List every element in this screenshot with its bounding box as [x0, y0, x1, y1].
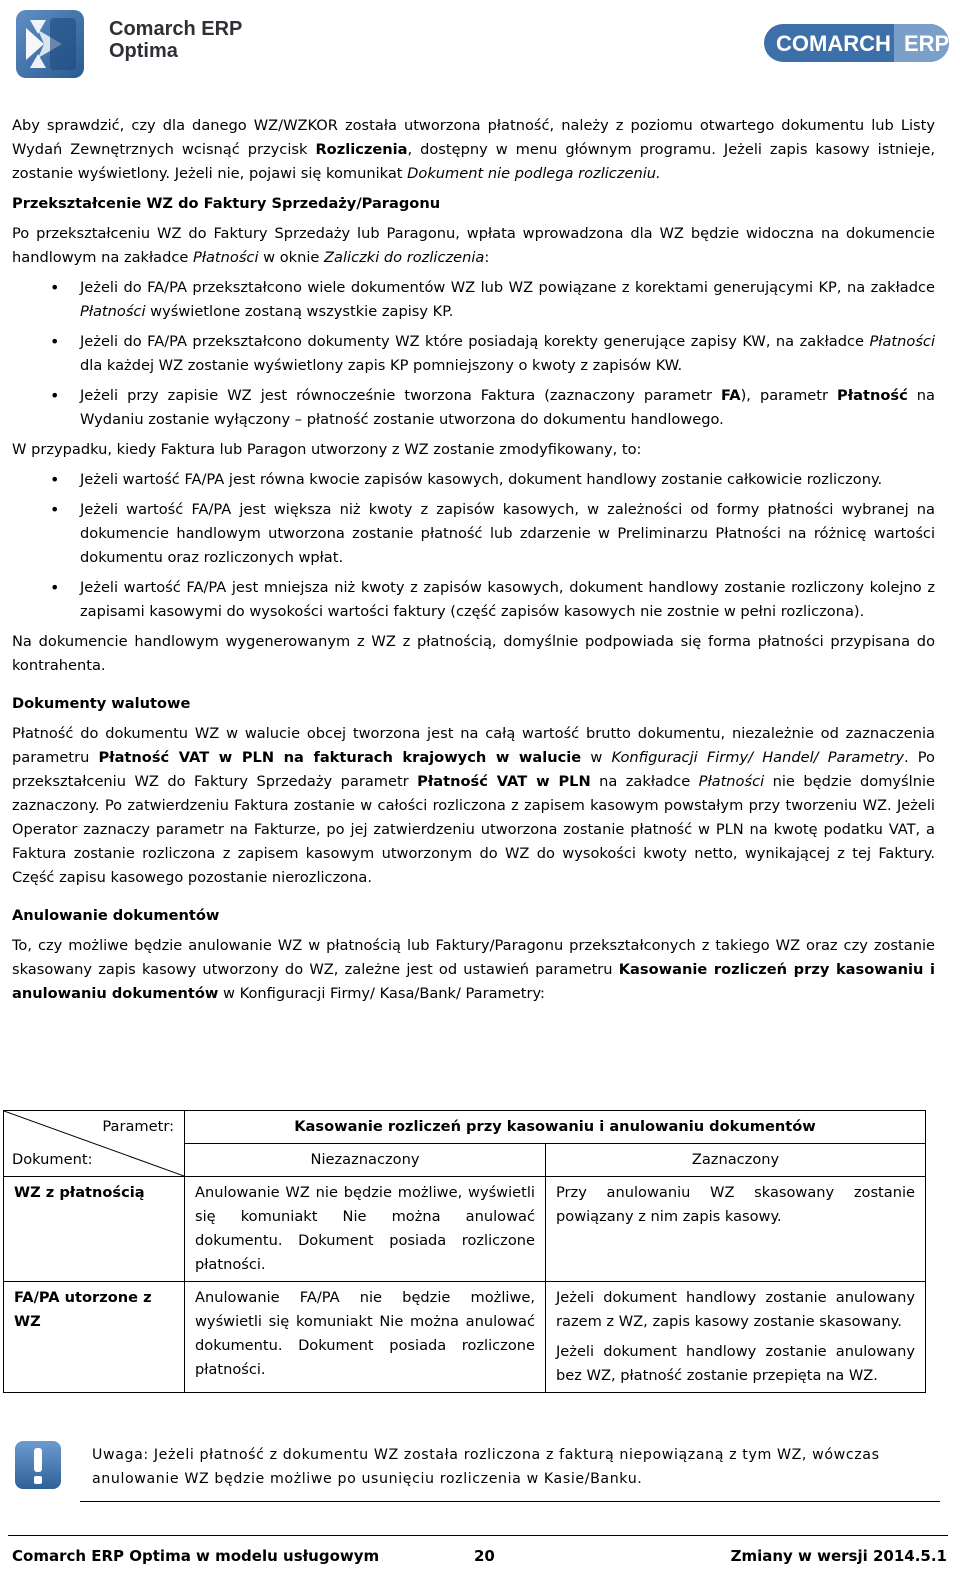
text-run: Jeżeli do FA/PA przekształcono wiele dokumentów WZ lub WZ powiązane z korektami generującymi KP, na zakładce [80, 279, 935, 296]
document-body [12, 114, 935, 1012]
comarch-logo-text: COMARCH [776, 31, 891, 56]
paragraph-cancel [12, 934, 935, 1006]
cell-unchecked: Anulowanie FA/PA nie będzie możliwe, wyświetli się komuniakt Nie można anulować dokumentu. Dokument posiada rozliczone płatności. [185, 1282, 546, 1393]
bullet-list-conversion [12, 276, 935, 432]
paragraph-currency [12, 722, 935, 890]
cell-unchecked: Anulowanie WZ nie będzie możliwe, wyświetli się komuniakt Nie można anulować dokumentu. Dokument posiada rozliczone płatności. [185, 1177, 546, 1282]
exclamation-icon [14, 1440, 62, 1490]
text-run: na zakładce [590, 773, 699, 790]
italic-run: Płatności [193, 249, 259, 266]
page-number: 20 [474, 1547, 495, 1565]
list-item [12, 384, 935, 432]
italic-run: Zaliczki do rozliczenia [324, 249, 485, 266]
list-item: • Jeżeli wartość FA/PA jest większa niż kwoty z zapisów kasowych, w zależności od formy płatności wybranej na dokumencie handlowym utworzona zostanie płatność lub zdarzenie w Preliminarzu Płatności na różnicę wartości dokumentu oraz rozliczonych wpłat. [12, 498, 935, 570]
text-run: na Wydaniu zostanie wyłączony – płatność zostanie utworzona do dokumentu handlowego. [80, 387, 935, 428]
bold-run: Płatność VAT w PLN [417, 773, 591, 790]
text-run: , dostępny w menu głównym programu. Jeżeli zapis kasowy istnieje, zostanie wyświetlony. Jeżeli nie, pojawi się komunikat [12, 141, 935, 182]
list-item [12, 276, 935, 324]
text-run: . Po przekształceniu WZ do Faktury Sprzedaży parametr [12, 749, 935, 790]
text-run: ), parametr [740, 387, 838, 404]
brand-line-1: Comarch ERP [109, 18, 243, 40]
list-item [12, 330, 935, 378]
text-run: Jeżeli do FA/PA przekształcono dokumenty WZ które posiadają korekty generujące zapisy KW, na zakładce [80, 333, 870, 350]
text-run: Po przekształceniu WZ do Faktury Sprzedaży lub Paragonu, wpłata wprowadzona dla WZ będzie widoczna na dokumencie handlowym na zakładce [12, 225, 935, 266]
text-run: dla każdej WZ zostanie wyświetlony zapis KP pomniejszony o kwoty z zapisów KW. [80, 357, 683, 374]
text-run: w [581, 749, 612, 766]
corner-label-document: Dokument: [12, 1151, 93, 1168]
column-header-checked: Zaznaczony [546, 1144, 926, 1177]
parameter-name-header: Kasowanie rozliczeń przy kasowaniu i anulowaniu dokumentów [185, 1111, 926, 1144]
footer-left-title: Comarch ERP Optima w modelu usługowym [12, 1547, 380, 1565]
row-label: FA/PA utorzone z WZ [4, 1282, 185, 1393]
footer-divider [8, 1535, 948, 1536]
italic-run: Konfiguracji Firmy/ Handel/ Parametry [611, 749, 904, 766]
cancel-parameter-table [3, 1110, 926, 1393]
text-run: Aby sprawdzić, czy dla danego WZ/WZKOR została utworzona płatność, należy z poziomu otwartego dokumentu lub Listy Wydań Zewnętrznych wcisnąć przycisk [12, 117, 935, 158]
corner-label-parameter: Parametr: [102, 1118, 174, 1135]
section-heading-cancel: Anulowanie dokumentów [12, 907, 220, 924]
list-item: • Jeżeli wartość FA/PA jest mniejsza niż kwoty z zapisów kasowych, dokument handlowy zostanie rozliczony kolejno z zapisami kasowymi do wysokości wartości faktury (część zapisów kasowych nie zostnie w pełni rozliczona). [12, 576, 935, 624]
italic-run: Dokument nie podlega rozliczeniu. [407, 165, 661, 182]
cell-paragraph: Jeżeli dokument handlowy zostanie anulowany bez WZ, płatność zostanie przepięta na WZ. [556, 1343, 915, 1384]
paragraph-modification: W przypadku, kiedy Faktura lub Paragon utworzony z WZ zostanie zmodyfikowany, to: [12, 441, 642, 458]
text-run: To, czy możliwe będzie anulowanie WZ w płatnością lub Faktury/Paragonu przekształconych z takiego WZ oraz czy zostanie skasowany zapis kasowy utworzony do WZ, zależne jest od ustawień parametru [12, 937, 935, 978]
bold-run: Płatność [837, 387, 908, 404]
bullet-list-modification [12, 468, 935, 624]
section-heading-conversion: Przekształcenie WZ do Faktury Sprzedaży/Paragonu [12, 195, 441, 212]
row-label: WZ z płatnością [4, 1177, 185, 1282]
text-run: Płatność do dokumentu WZ w walucie obcej tworzona jest na całą wartość brutto dokumentu, niezależnie od zaznaczenia parametru [12, 725, 935, 766]
text-run: Jeżeli przy zapisie WZ jest równocześnie tworzona Faktura (zaznaczony parametr [80, 387, 721, 404]
text-run: wyświetlone zostaną wszystkie zapisy KP. [145, 303, 454, 320]
table-row [4, 1282, 926, 1393]
paragraph-default-payment: Na dokumencie handlowym wygenerowanym z WZ z płatnością, domyślnie podpowiada się forma płatności przypisana do kontrahenta. [12, 633, 935, 674]
bold-run: FA [720, 387, 741, 404]
erp-logo-badge: ERP [904, 31, 949, 56]
comarch-erp-optima-logo-icon [14, 8, 86, 80]
table-row [4, 1177, 926, 1282]
text-run: nie będzie domyślnie zaznaczony. Po zatwierdzeniu Faktura zostanie w całości rozliczona z zapisem kasowym powstałym przy tworzeniu WZ. Jeżeli Operator zaznaczy parametr na Fakturze, po jej zatwierdzeniu utworzona zostanie płatność w PLN na kwotę podatku VAT, a Faktura zostanie rozliczona z zapisem kasowym utworzonym do WZ do wysokości kwoty netto, wynikającej z tej Faktury. Część zapisu kasowego pozostanie nierozliczona. [12, 773, 935, 886]
text-run: : [484, 249, 490, 266]
cell-paragraph: Jeżeli dokument handlowy zostanie anulowany razem z WZ, zapis kasowy zostanie skasowany. [556, 1289, 915, 1330]
cell-paragraph: Przy anulowaniu WZ skasowany zostanie powiązany z nim zapis kasowy. [556, 1184, 915, 1225]
column-header-unchecked: Niezaznaczony [185, 1144, 546, 1177]
cell-checked [546, 1177, 926, 1282]
table-header-row [4, 1111, 926, 1144]
bold-run: Kasowanie rozliczeń przy kasowaniu i anulowaniu dokumentów [12, 961, 936, 1002]
italic-run: Płatności [80, 303, 146, 320]
list-item: • Jeżeli wartość FA/PA jest równa kwocie zapisów kasowych, dokument handlowy zostanie całkowicie rozliczony. [12, 468, 935, 492]
bold-run: Płatność VAT w PLN na fakturach krajowych w walucie [98, 749, 582, 766]
section-heading-currency: Dokumenty walutowe [12, 695, 191, 712]
paragraph-intro [12, 114, 935, 186]
text-run: w Konfiguracji Firmy/ Kasa/Bank/ Parametry: [218, 985, 545, 1002]
cell-checked [546, 1282, 926, 1393]
brand-line-2: Optima [109, 40, 178, 62]
footer-right-version: Zmiany w wersji 2014.5.1 [730, 1547, 947, 1565]
italic-run: Płatności [869, 333, 935, 350]
paragraph-conversion [12, 222, 935, 270]
table-corner-cell [4, 1111, 185, 1177]
comarch-erp-logo [764, 22, 949, 64]
product-brand [109, 18, 242, 62]
note-divider [80, 1501, 940, 1502]
bold-run: Rozliczenia [315, 141, 408, 158]
text-run: w oknie [258, 249, 325, 266]
note-text: Uwaga: Jeżeli płatność z dokumentu WZ została rozliczona z fakturą niepowiązaną z tym WZ, wówczas anulowanie WZ będzie możliwe po usunięciu rozliczenia w Kasie/Banku. [92, 1447, 880, 1487]
italic-run: Płatności [698, 773, 765, 790]
